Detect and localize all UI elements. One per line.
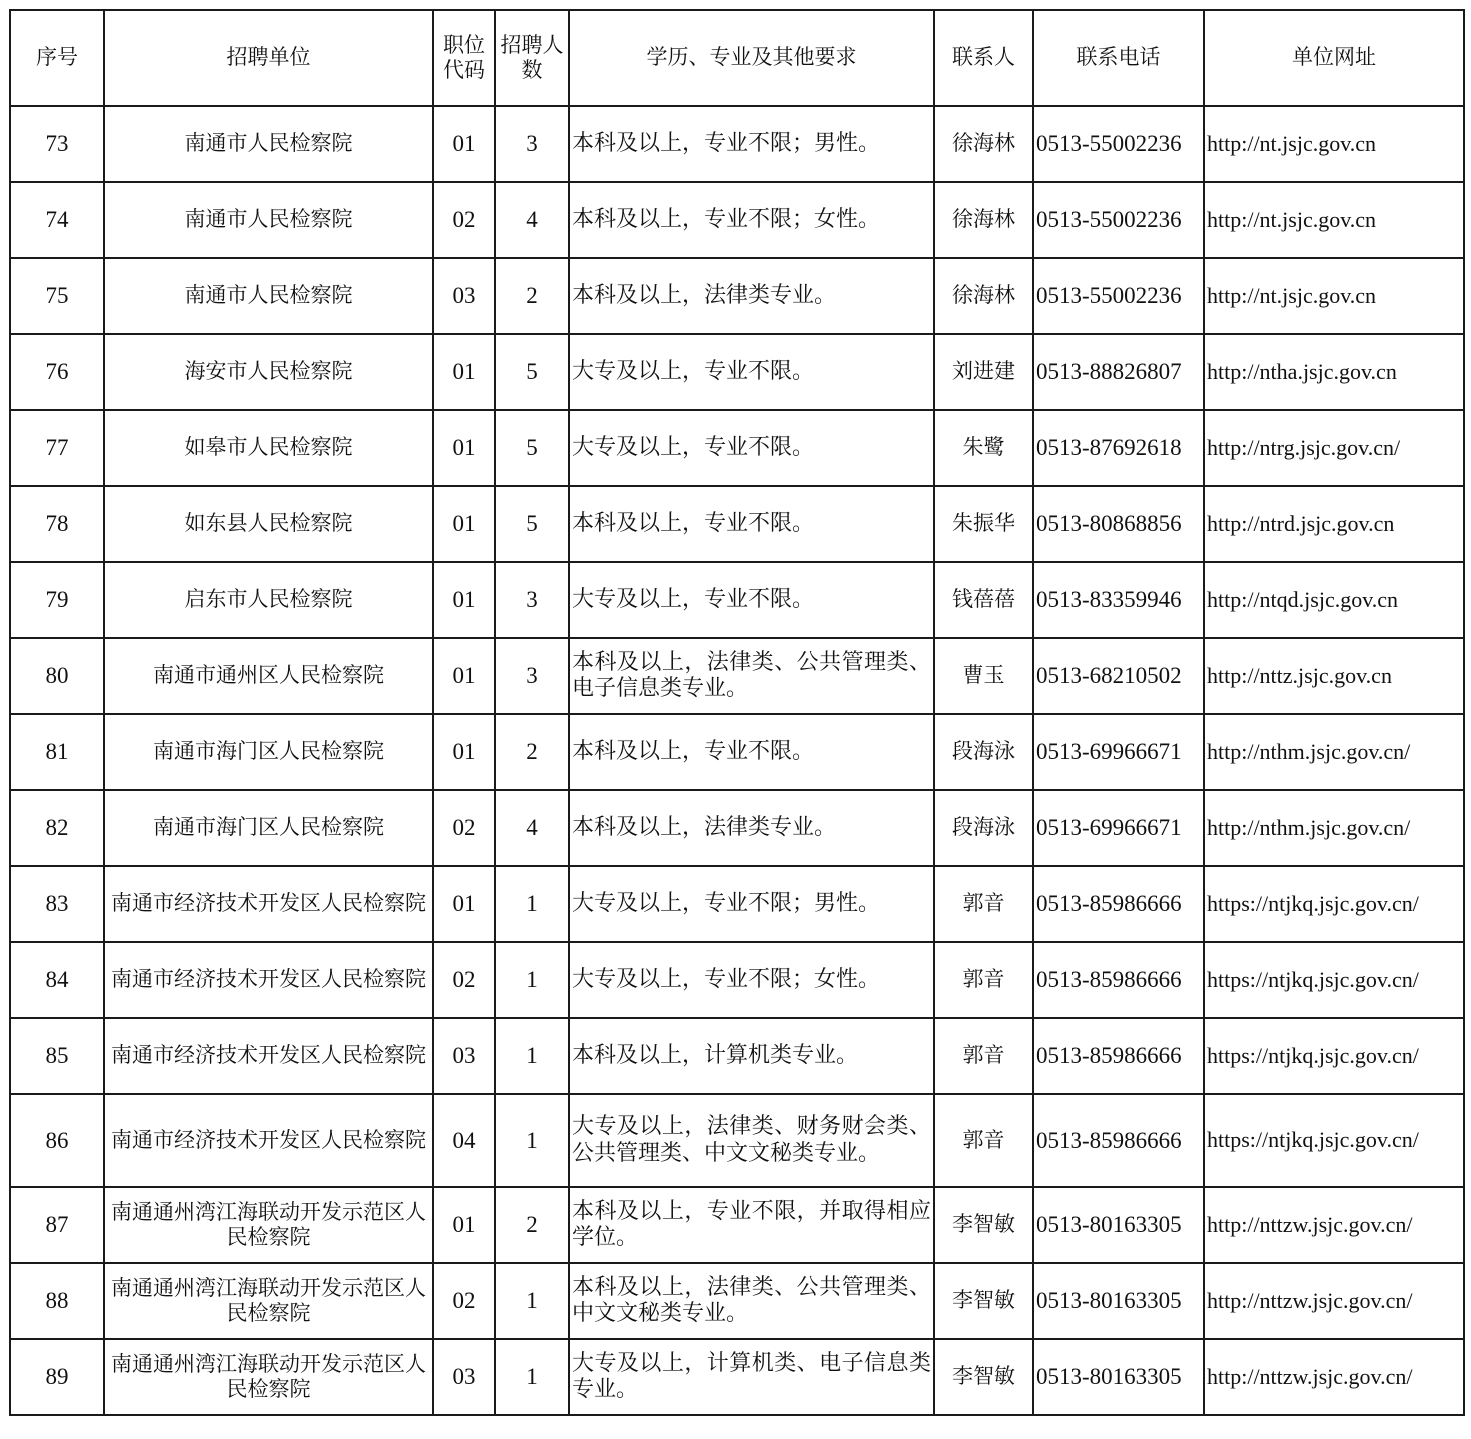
cell-contact: 郭音 bbox=[934, 1018, 1033, 1094]
cell-contact: 徐海林 bbox=[934, 182, 1033, 258]
table-row bbox=[10, 1187, 1464, 1263]
cell-contact: 朱鹭 bbox=[934, 410, 1033, 486]
cell-unit: 南通通州湾江海联动开发示范区人民检察院 bbox=[104, 1187, 433, 1263]
cell-code: 02 bbox=[433, 790, 495, 866]
cell-requirements: 大专及以上，法律类、财务财会类、公共管理类、中文文秘类专业。 bbox=[569, 1094, 934, 1187]
table-header-row bbox=[10, 10, 1464, 106]
cell-seq: 74 bbox=[10, 182, 104, 258]
cell-code: 01 bbox=[433, 562, 495, 638]
cell-phone: 0513-80163305 bbox=[1033, 1339, 1204, 1415]
cell-count: 2 bbox=[495, 714, 569, 790]
cell-seq: 88 bbox=[10, 1263, 104, 1339]
cell-seq: 77 bbox=[10, 410, 104, 486]
cell-website-link[interactable]: https://ntjkq.jsjc.gov.cn/ bbox=[1204, 866, 1464, 942]
cell-seq: 84 bbox=[10, 942, 104, 1018]
cell-count: 2 bbox=[495, 1187, 569, 1263]
cell-requirements: 本科及以上，专业不限。 bbox=[569, 486, 934, 562]
cell-phone: 0513-85986666 bbox=[1033, 1094, 1204, 1187]
cell-code: 03 bbox=[433, 258, 495, 334]
cell-count: 5 bbox=[495, 486, 569, 562]
table-row bbox=[10, 638, 1464, 714]
cell-requirements: 大专及以上，专业不限。 bbox=[569, 334, 934, 410]
cell-contact: 李智敏 bbox=[934, 1187, 1033, 1263]
cell-phone: 0513-80163305 bbox=[1033, 1263, 1204, 1339]
cell-contact: 刘进建 bbox=[934, 334, 1033, 410]
cell-unit: 南通通州湾江海联动开发示范区人民检察院 bbox=[104, 1263, 433, 1339]
cell-unit: 南通市人民检察院 bbox=[104, 106, 433, 182]
cell-contact: 朱振华 bbox=[934, 486, 1033, 562]
header-unit: 招聘单位 bbox=[104, 10, 433, 106]
table-row bbox=[10, 334, 1464, 410]
header-seq: 序号 bbox=[10, 10, 104, 106]
cell-seq: 75 bbox=[10, 258, 104, 334]
header-phone: 联系电话 bbox=[1033, 10, 1204, 106]
cell-contact: 段海泳 bbox=[934, 714, 1033, 790]
table-row bbox=[10, 486, 1464, 562]
table-row bbox=[10, 714, 1464, 790]
cell-count: 1 bbox=[495, 866, 569, 942]
cell-seq: 83 bbox=[10, 866, 104, 942]
cell-seq: 86 bbox=[10, 1094, 104, 1187]
cell-contact: 李智敏 bbox=[934, 1263, 1033, 1339]
cell-unit: 南通市海门区人民检察院 bbox=[104, 790, 433, 866]
cell-unit: 海安市人民检察院 bbox=[104, 334, 433, 410]
table-row bbox=[10, 1094, 1464, 1187]
cell-seq: 79 bbox=[10, 562, 104, 638]
cell-contact: 徐海林 bbox=[934, 258, 1033, 334]
table-row bbox=[10, 106, 1464, 182]
cell-count: 1 bbox=[495, 1339, 569, 1415]
cell-count: 1 bbox=[495, 1094, 569, 1187]
table-row bbox=[10, 1018, 1464, 1094]
cell-website-link[interactable]: https://ntjkq.jsjc.gov.cn/ bbox=[1204, 942, 1464, 1018]
cell-seq: 82 bbox=[10, 790, 104, 866]
cell-unit: 启东市人民检察院 bbox=[104, 562, 433, 638]
cell-code: 02 bbox=[433, 182, 495, 258]
cell-website-link[interactable]: http://nthm.jsjc.gov.cn/ bbox=[1204, 714, 1464, 790]
cell-requirements: 大专及以上，专业不限；女性。 bbox=[569, 942, 934, 1018]
cell-contact: 徐海林 bbox=[934, 106, 1033, 182]
cell-unit: 如皋市人民检察院 bbox=[104, 410, 433, 486]
cell-count: 1 bbox=[495, 1018, 569, 1094]
cell-phone: 0513-85986666 bbox=[1033, 942, 1204, 1018]
cell-requirements: 大专及以上，专业不限。 bbox=[569, 562, 934, 638]
cell-website-link[interactable]: https://ntjkq.jsjc.gov.cn/ bbox=[1204, 1018, 1464, 1094]
cell-website-link[interactable]: http://nttzw.jsjc.gov.cn/ bbox=[1204, 1187, 1464, 1263]
cell-phone: 0513-85986666 bbox=[1033, 866, 1204, 942]
cell-requirements: 大专及以上，计算机类、电子信息类专业。 bbox=[569, 1339, 934, 1415]
cell-seq: 73 bbox=[10, 106, 104, 182]
cell-code: 01 bbox=[433, 334, 495, 410]
cell-website-link[interactable]: http://nthm.jsjc.gov.cn/ bbox=[1204, 790, 1464, 866]
cell-seq: 80 bbox=[10, 638, 104, 714]
cell-contact: 段海泳 bbox=[934, 790, 1033, 866]
cell-unit: 南通市经济技术开发区人民检察院 bbox=[104, 942, 433, 1018]
cell-code: 01 bbox=[433, 638, 495, 714]
cell-code: 01 bbox=[433, 714, 495, 790]
cell-code: 04 bbox=[433, 1094, 495, 1187]
table-row bbox=[10, 562, 1464, 638]
cell-seq: 76 bbox=[10, 334, 104, 410]
cell-count: 3 bbox=[495, 106, 569, 182]
header-website: 单位网址 bbox=[1204, 10, 1464, 106]
cell-website-link[interactable]: http://nttzw.jsjc.gov.cn/ bbox=[1204, 1339, 1464, 1415]
table-row bbox=[10, 1263, 1464, 1339]
cell-count: 5 bbox=[495, 334, 569, 410]
cell-requirements: 本科及以上，法律类、公共管理类、中文文秘类专业。 bbox=[569, 1263, 934, 1339]
cell-phone: 0513-68210502 bbox=[1033, 638, 1204, 714]
cell-phone: 0513-85986666 bbox=[1033, 1018, 1204, 1094]
cell-phone: 0513-80868856 bbox=[1033, 486, 1204, 562]
cell-count: 4 bbox=[495, 790, 569, 866]
cell-website-link[interactable]: http://nt.jsjc.gov.cn bbox=[1204, 182, 1464, 258]
cell-unit: 南通市人民检察院 bbox=[104, 258, 433, 334]
table-row bbox=[10, 410, 1464, 486]
cell-phone: 0513-55002236 bbox=[1033, 182, 1204, 258]
cell-phone: 0513-88826807 bbox=[1033, 334, 1204, 410]
cell-contact: 郭音 bbox=[934, 866, 1033, 942]
table-row bbox=[10, 1339, 1464, 1415]
cell-phone: 0513-80163305 bbox=[1033, 1187, 1204, 1263]
cell-website-link[interactable]: http://nttz.jsjc.gov.cn bbox=[1204, 638, 1464, 714]
cell-website-link[interactable]: http://ntrd.jsjc.gov.cn bbox=[1204, 486, 1464, 562]
cell-requirements: 大专及以上，专业不限。 bbox=[569, 410, 934, 486]
cell-unit: 南通通州湾江海联动开发示范区人民检察院 bbox=[104, 1339, 433, 1415]
cell-contact: 钱蓓蓓 bbox=[934, 562, 1033, 638]
cell-contact: 郭音 bbox=[934, 1094, 1033, 1187]
cell-count: 3 bbox=[495, 562, 569, 638]
cell-website-link[interactable]: https://ntjkq.jsjc.gov.cn/ bbox=[1204, 1094, 1464, 1187]
cell-count: 5 bbox=[495, 410, 569, 486]
header-contact: 联系人 bbox=[934, 10, 1033, 106]
cell-code: 01 bbox=[433, 106, 495, 182]
cell-unit: 南通市经济技术开发区人民检察院 bbox=[104, 866, 433, 942]
header-recruit-count: 招聘人数 bbox=[495, 10, 569, 106]
cell-website-link[interactable]: http://nt.jsjc.gov.cn bbox=[1204, 106, 1464, 182]
cell-seq: 87 bbox=[10, 1187, 104, 1263]
cell-count: 1 bbox=[495, 1263, 569, 1339]
cell-unit: 南通市经济技术开发区人民检察院 bbox=[104, 1018, 433, 1094]
cell-website-link[interactable]: http://nt.jsjc.gov.cn bbox=[1204, 258, 1464, 334]
cell-website-link[interactable]: http://ntha.jsjc.gov.cn bbox=[1204, 334, 1464, 410]
cell-unit: 南通市人民检察院 bbox=[104, 182, 433, 258]
cell-code: 02 bbox=[433, 942, 495, 1018]
cell-phone: 0513-55002236 bbox=[1033, 106, 1204, 182]
cell-phone: 0513-69966671 bbox=[1033, 714, 1204, 790]
cell-phone: 0513-55002236 bbox=[1033, 258, 1204, 334]
header-position-code: 职位代码 bbox=[433, 10, 495, 106]
cell-code: 01 bbox=[433, 866, 495, 942]
cell-unit: 南通市通州区人民检察院 bbox=[104, 638, 433, 714]
cell-count: 4 bbox=[495, 182, 569, 258]
cell-requirements: 本科及以上，专业不限，并取得相应学位。 bbox=[569, 1187, 934, 1263]
cell-seq: 78 bbox=[10, 486, 104, 562]
table-row bbox=[10, 942, 1464, 1018]
cell-count: 2 bbox=[495, 258, 569, 334]
recruitment-table bbox=[9, 9, 1465, 1416]
header-requirements: 学历、专业及其他要求 bbox=[569, 10, 934, 106]
cell-website-link[interactable]: http://ntqd.jsjc.gov.cn bbox=[1204, 562, 1464, 638]
cell-contact: 李智敏 bbox=[934, 1339, 1033, 1415]
cell-requirements: 大专及以上，专业不限；男性。 bbox=[569, 866, 934, 942]
cell-code: 03 bbox=[433, 1018, 495, 1094]
cell-code: 01 bbox=[433, 1187, 495, 1263]
cell-website-link[interactable]: http://nttzw.jsjc.gov.cn/ bbox=[1204, 1263, 1464, 1339]
table-row bbox=[10, 258, 1464, 334]
cell-requirements: 本科及以上，计算机类专业。 bbox=[569, 1018, 934, 1094]
cell-seq: 81 bbox=[10, 714, 104, 790]
cell-count: 3 bbox=[495, 638, 569, 714]
cell-code: 02 bbox=[433, 1263, 495, 1339]
cell-requirements: 本科及以上，专业不限；女性。 bbox=[569, 182, 934, 258]
cell-contact: 郭音 bbox=[934, 942, 1033, 1018]
cell-unit: 如东县人民检察院 bbox=[104, 486, 433, 562]
table-row bbox=[10, 790, 1464, 866]
cell-code: 01 bbox=[433, 486, 495, 562]
cell-requirements: 本科及以上，法律类、公共管理类、电子信息类专业。 bbox=[569, 638, 934, 714]
cell-phone: 0513-69966671 bbox=[1033, 790, 1204, 866]
table-row bbox=[10, 866, 1464, 942]
cell-requirements: 本科及以上，法律类专业。 bbox=[569, 258, 934, 334]
cell-unit: 南通市海门区人民检察院 bbox=[104, 714, 433, 790]
cell-requirements: 本科及以上，专业不限。 bbox=[569, 714, 934, 790]
cell-requirements: 本科及以上，专业不限；男性。 bbox=[569, 106, 934, 182]
cell-unit: 南通市经济技术开发区人民检察院 bbox=[104, 1094, 433, 1187]
cell-code: 01 bbox=[433, 410, 495, 486]
cell-seq: 89 bbox=[10, 1339, 104, 1415]
cell-contact: 曹玉 bbox=[934, 638, 1033, 714]
cell-requirements: 本科及以上，法律类专业。 bbox=[569, 790, 934, 866]
cell-count: 1 bbox=[495, 942, 569, 1018]
cell-website-link[interactable]: http://ntrg.jsjc.gov.cn/ bbox=[1204, 410, 1464, 486]
cell-phone: 0513-83359946 bbox=[1033, 562, 1204, 638]
cell-phone: 0513-87692618 bbox=[1033, 410, 1204, 486]
cell-seq: 85 bbox=[10, 1018, 104, 1094]
cell-code: 03 bbox=[433, 1339, 495, 1415]
table-row bbox=[10, 182, 1464, 258]
